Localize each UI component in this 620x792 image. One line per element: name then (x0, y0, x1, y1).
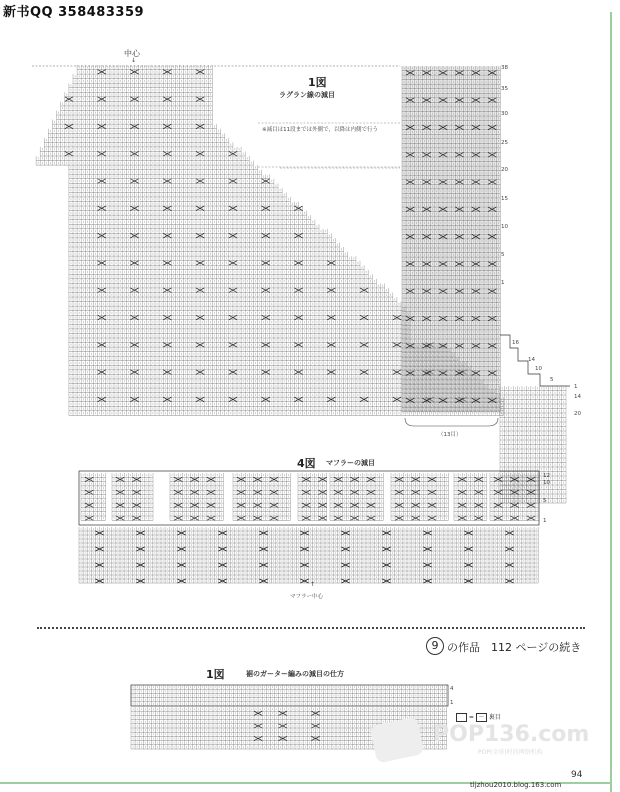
muffler-block-4 (298, 473, 327, 520)
diagram4-title: 4図 (297, 455, 316, 471)
section-divider (37, 627, 585, 629)
diagram4-subtitle: マフラーの減目 (326, 458, 375, 468)
muffler-block-7 (454, 473, 487, 520)
diagram1-bottom-count: （13目） (438, 430, 462, 438)
garter-row-number: 1 (450, 700, 454, 706)
blog-url: tljzhou2010.blog.163.com (470, 781, 561, 789)
purl-symbol: － (476, 713, 487, 722)
row-number: 30 (501, 111, 508, 117)
qq-header: 新书QQ 358483359 (3, 1, 144, 20)
muffler-row-number: 5 (543, 498, 547, 504)
muffler-row-number: 1 (543, 518, 547, 524)
width-bracket (405, 418, 498, 426)
muffler-block-6 (391, 473, 448, 520)
diagram1b-title: 1図 (206, 666, 225, 682)
legend: = － 裏目 (456, 712, 501, 722)
garter-frame (131, 685, 448, 706)
center-label: 中心 (124, 48, 140, 59)
muffler-center-label: マフラー中心 (290, 592, 323, 600)
diagram1b-subtitle: 裾のガーター編みの減目の仕方 (246, 669, 344, 679)
row-number: 5 (501, 252, 505, 258)
side-row-number: 5 (550, 377, 554, 383)
row-number: 25 (501, 140, 508, 146)
muffler-block-2 (170, 473, 223, 520)
muffler-row-number: 12 (543, 473, 550, 479)
side-row-number: 20 (574, 411, 581, 417)
staircase-outline (500, 335, 570, 386)
row-number: 35 (501, 86, 508, 92)
empty-cell-icon (456, 713, 467, 722)
muffler-lower-grid (79, 527, 538, 583)
muffler-block-8 (490, 473, 539, 520)
row-number: 1 (501, 280, 505, 286)
side-row-number: 10 (535, 366, 542, 372)
side-grid (500, 386, 566, 503)
side-row-number: 1 (574, 384, 578, 390)
row-number: 10 (501, 224, 508, 230)
page-number: 94 (571, 770, 582, 780)
watermark-brand: POP136.com (433, 722, 589, 747)
muffler-block-3 (233, 473, 290, 520)
diagram1-subtitle: ラグラン線の減目 (279, 90, 335, 100)
side-row-number: 16 (512, 340, 519, 346)
work-number-badge: 9 (426, 637, 444, 655)
muffler-block-5 (330, 473, 383, 520)
muffler-arrow-icon: ↑ (310, 581, 315, 588)
center-arrow-icon: ↓ (131, 57, 136, 64)
muffler-block-1 (112, 473, 153, 520)
diagram1-title: 1図 (308, 74, 327, 90)
legend-text: 裏目 (489, 714, 501, 721)
side-row-number: 14 (574, 394, 581, 400)
muffler-block-0 (81, 473, 106, 520)
watermark-tagline: POP(全球)时尚网络机构 (478, 747, 543, 756)
row-number: 15 (501, 196, 508, 202)
muffler-row-number: 10 (543, 480, 550, 486)
row-number: 20 (501, 167, 508, 173)
side-row-number: 14 (528, 357, 535, 363)
garter-grid (131, 685, 447, 706)
garter-row-number: 4 (450, 686, 454, 692)
continuation-text: の作品 112 ページの続き (447, 639, 581, 655)
diagram1-note: ※減目は11段までは外側で，以降は内側で行う (262, 125, 378, 133)
row-number: 38 (501, 65, 508, 71)
